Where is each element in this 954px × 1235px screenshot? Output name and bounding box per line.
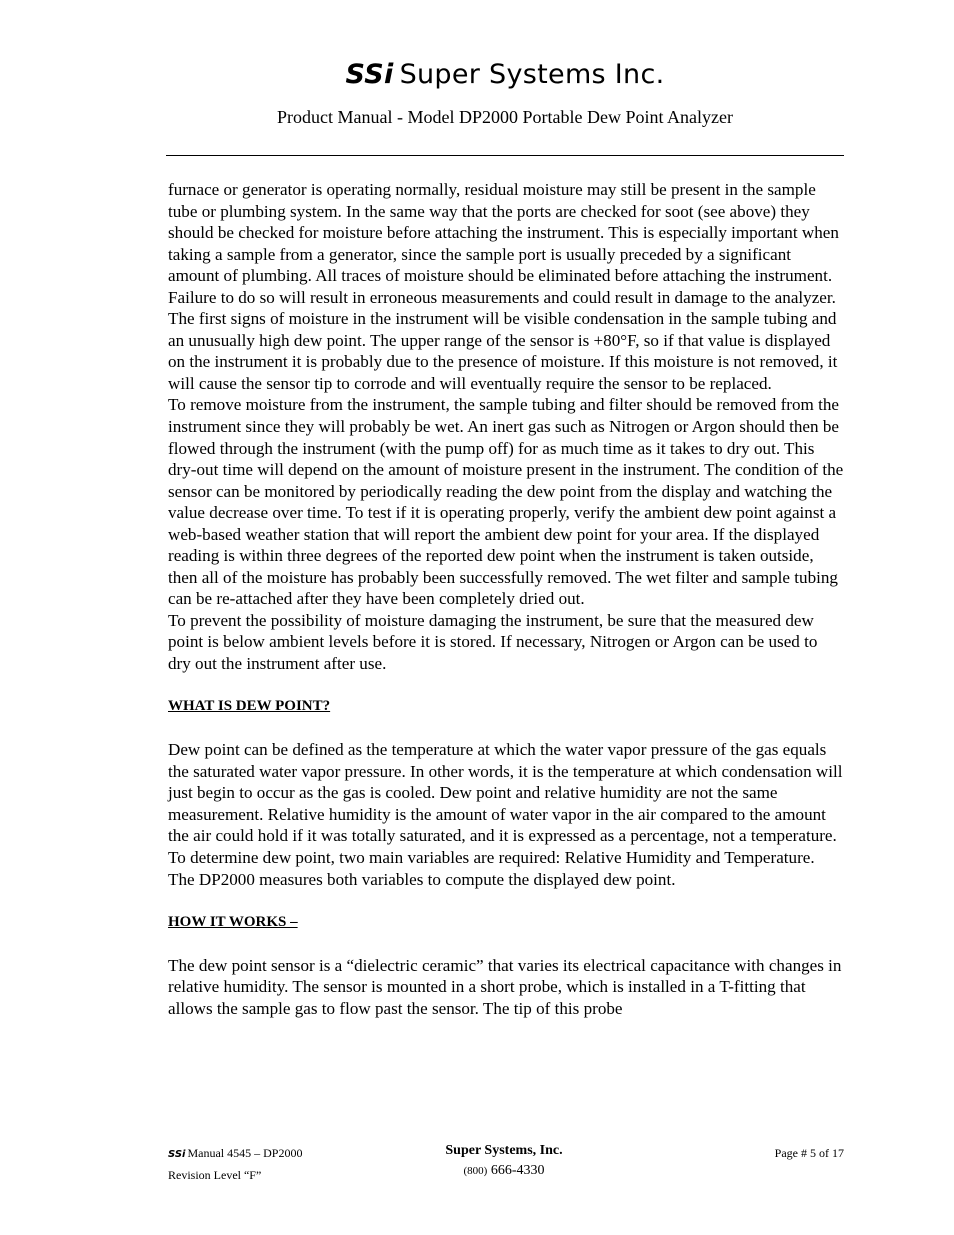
footer-manual-info	[168, 1143, 302, 1185]
body-paragraph-moisture-intro: furnace or generator is operating normally, residual moisture may still be present in the sample tube or plumbing system. In the same way that the ports are checked for soot (see above) they should be checked for moisture before attaching the instrument. This is especially important when taking a sample from a generator, since the sample port is usually preceded by a significant amount of plumbing. All traces of moisture should be eliminated before attaching the instrument. Failure to do so will result in erroneous measurements and could result in damage to the analyzer.	[168, 180, 839, 307]
footer-manual-number: Manual 4545 – DP2000	[187, 1146, 303, 1160]
body-paragraph-moisture-signs: The first signs of moisture in the instrument will be visible condensation in the sample tubing and an unusually high dew point. The upper range of the sensor is +80°F, so if that value is displayed on the instrument it is probably due to the presence of moisture. If this moisture is not removed, it will cause the sensor tip to corrode and will eventually require the sensor to be replaced.	[168, 309, 838, 393]
body-paragraph-moisture-prevention: To prevent the possibility of moisture damaging the instrument, be sure that the measured dew point is below ambient levels before it is stored. If necessary, Nitrogen or Argon can be used to dry out the instrument after use.	[168, 610, 818, 674]
body-paragraph-moisture-removal: To remove moisture from the instrument, the sample tubing and filter should be removed from the instrument since they will probably be wet. An inert gas such as Nitrogen or Argon should then be flowed through the instrument (with the pump off) for as much time as it takes to dry out. This dry-out time will depend on the amount of moisture present in the instrument. The condition of the sensor can be monitored by periodically reading the dew point from the display and watching the value decrease over time. To test if it is operating properly, verify the ambient dew point against a web-based weather station that will report the ambient dew point for your area. If the displayed reading is within three degrees of the reported dew point when the instrument is taken outside, then all of the moisture has probably been successfully removed. The wet filter and sample tubing can be re-attached after they have been completely dried out.	[168, 395, 844, 609]
manual-subtitle: Product Manual - Model DP2000 Portable Dew Point Analyzer	[277, 107, 733, 127]
footer-page-number: Page # 5 of 17	[774, 1146, 844, 1160]
footer-revision: Revision Level “F”	[168, 1168, 262, 1182]
spacer	[168, 933, 844, 955]
section-heading-how-it-works: HOW IT WORKS –	[168, 913, 298, 930]
footer-phone-area: (800)	[463, 1165, 488, 1177]
footer-manual-line	[168, 1143, 302, 1165]
footer-contact	[404, 1140, 604, 1180]
company-name: Super Systems Inc.	[399, 59, 665, 90]
ssi-logo: SSi	[345, 59, 394, 90]
header-divider	[166, 155, 844, 156]
footer-company: Super Systems, Inc.	[445, 1143, 563, 1158]
body-paragraph-how-it-works: The dew point sensor is a “dielectric ceramic” that varies its electrical capacitance with changes in relative humidity. The sensor is mounted in a short probe, which is installed in a T-fitting that allows the sample gas to flow past the sensor. The tip of this probe	[168, 955, 842, 1018]
footer-ssi-logo: SSi	[168, 1149, 186, 1160]
section-heading-dew-point: WHAT IS DEW POINT?	[168, 698, 331, 715]
spacer	[168, 890, 844, 912]
page-body	[168, 179, 844, 1019]
body-paragraph-dew-point: Dew point can be defined as the temperature at which the water vapor pressure of the gas equals the saturated water vapor pressure. In other words, it is the temperature at which condensation will just begin to occur as the gas is cooled. Dew point and relative humidity are not the same measurement. Relative humidity is the amount of water vapor in the air compared to the amount the air could hold if it was totally saturated, and it is expressed as a percentage, not a temperature. To determine dew point, two main variables are required: Relative Humidity and Temperature. The DP2000 measures both variables to compute the displayed dew point.	[168, 740, 843, 889]
spacer	[168, 675, 844, 697]
page-header	[0, 52, 954, 129]
brand-title	[0, 52, 954, 97]
footer-phone	[404, 1162, 604, 1180]
spacer	[168, 718, 844, 740]
footer-phone-number: 666-4330	[487, 1163, 545, 1178]
